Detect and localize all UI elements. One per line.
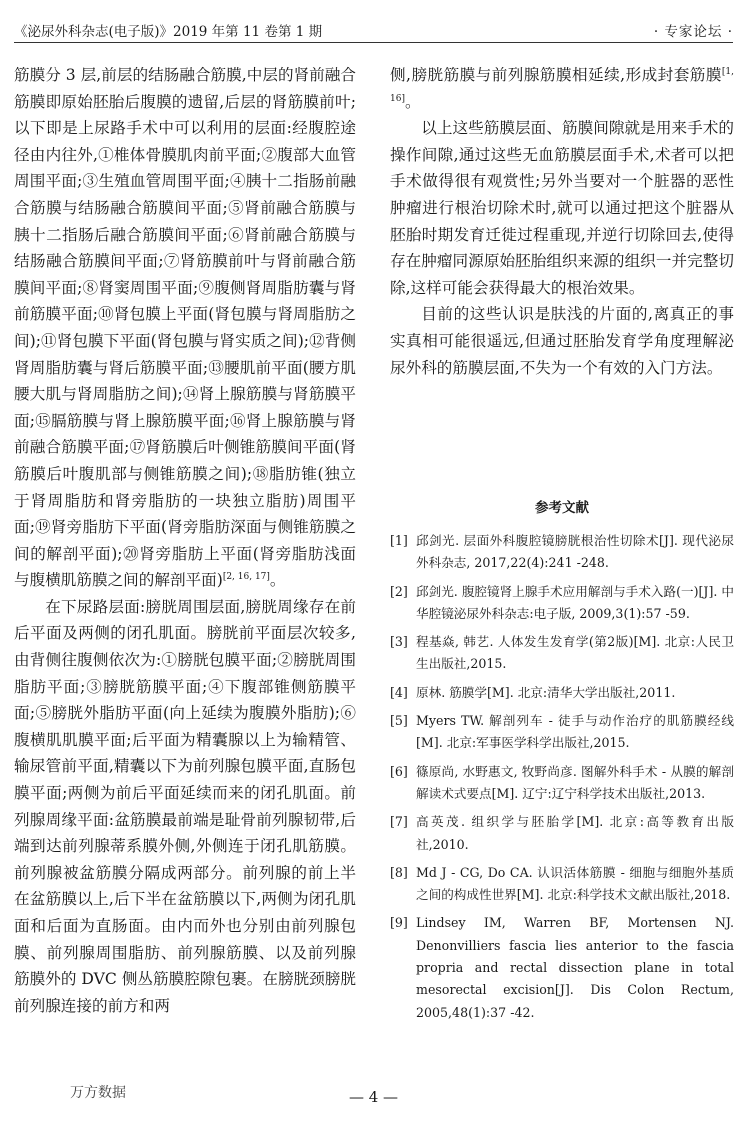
reference-number: [3] [390,634,408,650]
body-paragraph: 目前的这些认识是肤浅的片面的,离真正的事实真相可能很遥远,但通过胚胎发育学角度理解泌尿外科的筋膜层面,不失为一个有效的入门方法。 [390,305,734,377]
reference-text: Md J - CG, Do CA. 认识活体筋膜 - 细胞与细胞外基质之间的构成性世界[M]. 北京:科学技术文献出版社,2018. [416,864,734,903]
reference-item [390,710,734,755]
reference-number: [5] [390,713,408,729]
reference-number: [1] [390,533,408,548]
watermark: 万方数据 [70,1085,126,1101]
reference-item [390,862,734,907]
reference-text: 高英茂. 组织学与胚胎学[M]. 北京:高等教育出版社,2010. [416,814,734,852]
paragraph-text: 筋膜分 3 层,前层的结肠融合筋膜,中层的肾前融合筋膜即原始胚胎后腹膜的遗留,后层的肾筋膜前叶;以下即是上尿路手术中可以利用的层面:经腹腔途径由内往外,①椎体骨膜肌肉前平面;②腹部大血管周围平面;③生殖血管周围平面;④胰十二指肠前融合筋膜与结肠融合筋膜间平面;⑤肾前融合筋膜与胰十二指肠后融合筋膜间平面;⑥肾前融合筋膜与结肠融合筋膜间平面;⑦肾筋膜前叶与肾前融合筋膜间平面;⑧肾窦周围平面;⑨腹侧肾周脂肪囊与肾前筋膜平面;⑩肾包膜上平面(肾包膜与肾周脂肪之间);⑪肾包膜下平面(肾包膜与肾实质之间);⑫背侧肾周脂肪囊与肾后筋膜平面;⑬腰肌前平面(腰方肌腰大肌与肾周脂肪之间);⑭肾上腺筋膜与肾筋膜平面;⑮膈筋膜与肾上腺筋膜平面;⑯肾上腺筋膜与肾前融合筋膜平面;⑰肾筋膜后叶侧锥筋膜间平面(肾筋膜后叶腹肌部与侧锥筋膜之间);⑱脂肪锥(独立于肾周脂肪和肾旁脂肪的一块独立脂肪)周围平面;⑲肾旁脂肪下平面(肾旁脂肪深面与侧锥筋膜之间的解剖平面);⑳肾旁脂肪上平面(肾旁脂肪浅面与腹横肌筋膜之间的解剖平面) [14,66,356,590]
references-heading: 参考文献 [535,500,589,516]
reference-item [390,682,734,704]
reference-item [390,530,734,575]
paragraph-end: 。 [269,571,286,590]
paragraph-text: 侧,膀胱筋膜与前列腺筋膜相延续,形成封套筋膜 [390,66,722,84]
reference-number: [2] [390,583,408,599]
paragraph-end: 。 [404,92,421,111]
reference-item [390,811,734,856]
right-column [390,62,734,381]
section-label: · 专家论坛 · [653,24,733,40]
references-list [390,530,734,1030]
reference-number: [9] [390,915,408,931]
running-header [14,18,733,43]
reference-item [390,912,734,1023]
reference-text: 程基焱, 韩艺. 人体发生发育学(第2版)[M]. 北京:人民卫生出版社,2015. [416,634,734,672]
reference-item [390,761,734,806]
body-paragraph [390,62,734,115]
reference-number: [7] [390,814,408,830]
body-paragraph: 在下尿路层面:膀胱周围层面,膀胱周缘存在前后平面及两侧的闭孔肌面。膀胱前平面层次较多,由背侧往腹侧依次为:①膀胱包膜平面;②膀胱周围脂肪平面;③膀胱筋膜平面;④下腹部锥侧筋膜平面;⑤膀胱外脂肪平面(向上延续为腹膜外脂肪);⑥腹横肌肌膜平面;后平面为精囊腺以上为输精管、输尿管前平面,精囊以下为前列腺包膜平面,直肠包膜平面;两侧为前后平面延续而来的闭孔肌面。前列腺周缘平面:盆筋膜最前端是耻骨前列腺韧带,后端到达前列腺蒂系膜外侧,外侧连于闭孔肌筋膜。前列腺被盆筋膜分隔成两部分。前列腺的前上半在盆筋膜以上,后下半在盆筋膜以下,两侧为闭孔肌面和后面为直肠面。由内而外也分别由前列腺包膜、前列腺周围脂肪、前列腺筋膜、以及前列腺筋膜外的 DVC 侧丛筋膜腔隙包裹。在膀胱颈膀胱前列腺连接的前方和两 [14,597,356,1015]
journal-title: 《泌尿外科杂志(电子版)》2019 年第 11 卷第 1 期 [14,24,323,40]
reference-number: [6] [390,763,408,779]
left-column [14,62,356,1019]
reference-number: [8] [390,864,408,880]
body-paragraph: 以上这些筋膜层面、筋膜间隙就是用来手术的操作间隙,通过这些无血筋膜层面手术,术者可以把手术做得很有观赏性;另外当要对一个脏器的恶性肿瘤进行根治切除术时,就可以通过把这个脏器从胚胎时期发育迁徙过程重现,并逆行切除回去,使得存在肿瘤同源原始胚胎组织来源的组织一并完整切除,这样可能会获得最大的根治效果。 [390,119,734,297]
reference-text: 邱剑光. 腹腔镜肾上腺手术应用解剖与手术入路(一)[J]. 中华腔镜泌尿外科杂志:电子版, 2009,3(1):57 -59. [416,583,734,621]
citation-ref: [1, 16] [390,67,734,104]
reference-item [390,581,734,626]
reference-text: Lindsey IM, Warren BF, Mortensen NJ. Denonvilliers fascia lies anterior to the fascia propria and rectal dissection plane in total mesorectal excision[J]. Dis Colon Rectum, 2005,48(1):37 -42. [416,915,734,1020]
reference-text: 篠原尚, 水野惠文, 牧野尚彦. 图解外科手术 - 从膜的解剖解读术式要点[M]. 辽宁:辽宁科学技术出版社,2013. [416,763,734,801]
reference-text: 原林. 筋膜学[M]. 北京:清华大学出版社,2011. [416,684,676,700]
reference-number: [4] [390,684,408,700]
reference-text: Myers TW. 解剖列车 - 徒手与动作治疗的肌筋膜经线[M]. 北京:军事医学科学出版社,2015. [416,713,734,751]
body-paragraph [14,62,356,594]
reference-item [390,631,734,676]
citation-ref: [2, 16, 17] [222,572,270,583]
page-number: — 4 — [348,1088,399,1106]
reference-text: 邱剑光. 层面外科腹腔镜膀胱根治性切除术[J]. 现代泌尿外科杂志, 2017,22(4):241 -248. [416,533,734,571]
